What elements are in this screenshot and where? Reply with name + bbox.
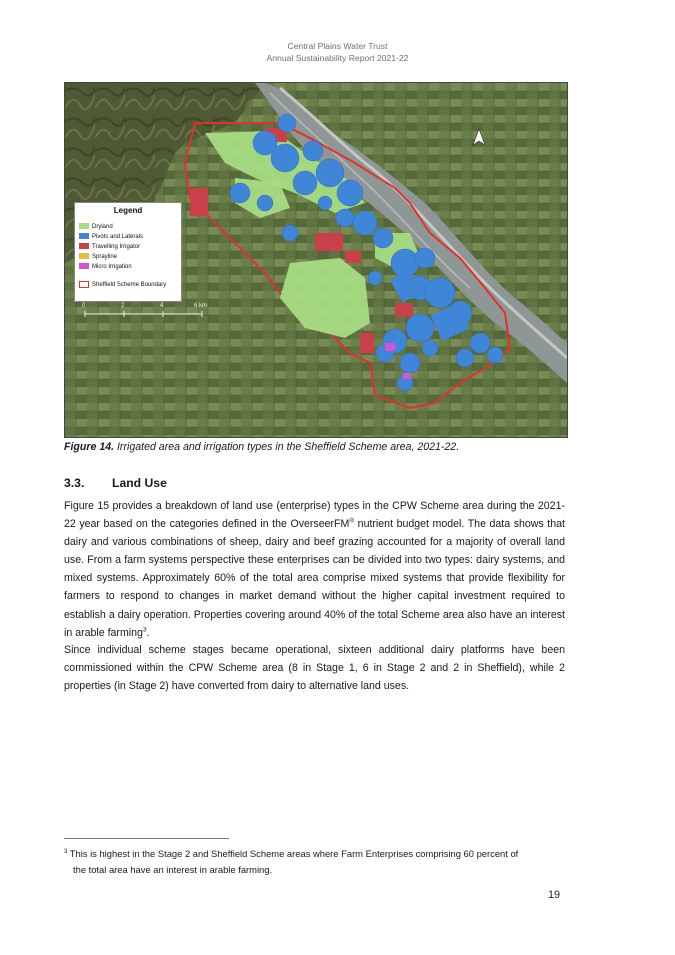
footnote-mark: 3 xyxy=(64,848,68,855)
figure-caption xyxy=(64,441,574,453)
paragraph-land-use: Figure 15 provides a breakdown of land use (enterprise) types in the CPW Scheme area during the 2021-22 year based on the categories defined in the OverseerFM® nutrient budget model. The data shows that dairy and various combinations of sheep, dairy and beef grazing accounted for a majority of overall land use. From a farm systems perspective these enterprises can be divided into two types: dairy systems, and mixed systems. Approximately 60% of the total area comprise mixed systems that provide flexibility for farmers to respond to changes in market demand without the higher capital investment required to establish a dairy operation. Properties covering around 40% of the total Scheme area also have an interest in arable farming$^3$. xyxy=(64,500,565,639)
section-title: Land Use xyxy=(112,476,167,490)
legend-item-micro: Micro Irrigation xyxy=(79,263,132,271)
legend-item-boundary: Sheffield Scheme Boundary xyxy=(79,281,166,289)
footnote-ref[interactable]: 3 xyxy=(142,626,147,634)
footnote-divider xyxy=(64,838,229,839)
legend-item-sprayline: Sprayline xyxy=(79,253,117,261)
caption-text: Irrigated area and irrigation types in the Sheffield Scheme area, 2021-22. xyxy=(114,441,460,453)
legend-item-pivots: Pivots and Laterals xyxy=(79,233,143,241)
caption-label: Figure 14. xyxy=(64,441,115,453)
scale-tick-4: 4 xyxy=(160,303,164,309)
report-header xyxy=(0,40,675,64)
header-organisation: Central Plains Water Trust xyxy=(287,41,388,51)
paragraph-dairy-conversions: Since individual scheme stages became operational, sixteen additional dairy platforms have been commissioned within the CPW Scheme area (8 in Stage 1, 6 in Stage 2 and 2 in Sheffield), while 2 properties (in Stage 2) have converted from dairy to alternative land uses. xyxy=(64,644,565,693)
header-report-title: Annual Sustainability Report 2021-22 xyxy=(266,53,409,63)
legend-item-travelling: Travelling Irrigator xyxy=(79,243,140,251)
map-scale-bar xyxy=(82,302,212,322)
footnote: $^3$ This is highest in the Stage 2 and Sheffield Scheme areas where Farm Enterprises comprising 60 percent of the total area have an interest in arable farming. xyxy=(64,848,519,875)
page-number: 19 xyxy=(548,889,561,901)
legend-title: Legend xyxy=(113,206,143,215)
section-heading xyxy=(64,476,167,490)
scale-tick-6km: 6 km xyxy=(194,303,208,309)
scale-tick-2: 2 xyxy=(121,303,125,309)
map-legend xyxy=(74,202,182,302)
section-number: 3.3. xyxy=(64,476,85,490)
legend-item-dryland: Dryland xyxy=(79,223,113,231)
registered-mark: ® xyxy=(349,517,355,525)
scale-tick-0: 0 xyxy=(82,303,86,309)
